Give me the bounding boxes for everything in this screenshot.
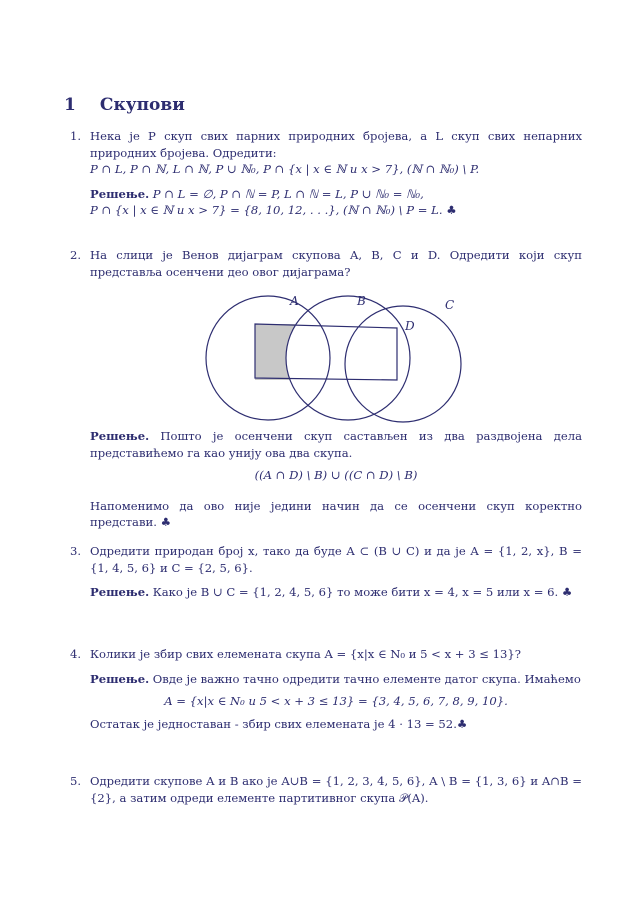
- solution-text: Пошто је осенчени скуп састављен из два раздвојена дела представићемо га као унију ова два скупа.: [90, 429, 583, 460]
- label-b: B: [357, 294, 366, 308]
- problem-number: 2.: [70, 248, 82, 262]
- section-number: 1: [64, 95, 76, 115]
- solution-label: Решење.: [90, 585, 150, 599]
- problem-1: [70, 128, 582, 219]
- problem-text: Одредити природан број x, тако да буде A ⊂ (B ∪ C) и да је A = {1, 2, x}, B = {1, 4, 5, 6} и C = {2, 5, 6}.: [90, 544, 582, 575]
- solution-label: Решење.: [90, 429, 150, 443]
- problem-number: 5.: [70, 774, 82, 788]
- problem-text: Колики је збир свих елемената скупа A = {x|x ∈ N₀ и 5 < x + 3 ≤ 13}?: [90, 647, 522, 661]
- problem-number: 3.: [70, 544, 82, 558]
- solution-note: Остатак је једноставан - збир свих елемената је 4 · 13 = 52.♣: [90, 716, 468, 731]
- problem-text: На слици је Венов дијаграм скупова A, B, C и D. Одредити који скуп представља осенчени део овог дијаграма?: [90, 248, 582, 279]
- section-title: [64, 95, 185, 115]
- solution-text: Како је B ∪ C = {1, 2, 4, 5, 6} то може бити x = 4, x = 5 или x = 6. ♣: [152, 585, 573, 599]
- solution-label: Решење.: [90, 186, 150, 201]
- venn-diagram: [200, 290, 470, 430]
- problem-expression: P ∩ L, P ∩ ℕ, L ∩ ℕ, P ∪ ℕ₀, P ∩ {x | x ∈ ℕ и x > 7}, (ℕ ∩ ℕ₀) \ P.: [90, 162, 480, 176]
- label-a: A: [290, 294, 299, 308]
- solution-formula: A = {x|x ∈ N₀ и 5 < x + 3 ≤ 13} = {3, 4, 5, 6, 7, 8, 9, 10}.: [164, 694, 508, 708]
- label-c: C: [445, 298, 455, 312]
- problem-2: [70, 247, 582, 280]
- label-d: D: [405, 319, 415, 333]
- solution-label: Решење.: [90, 671, 150, 686]
- solution-text: Овде је важно тачно одредити тачно елементе датог скупа. Имаћемо: [152, 671, 581, 686]
- solution-note: Напоменимо да ово није једини начин да се осенчени скуп коректно представи. ♣: [90, 498, 582, 529]
- solution-line: P ∩ L = ∅, P ∩ ℕ = P, L ∩ ℕ = L, P ∪ ℕ₀ = ℕ₀,: [152, 186, 424, 201]
- section-heading: Скупови: [99, 95, 185, 115]
- problem-number: 1.: [70, 129, 82, 143]
- solution: [90, 186, 582, 203]
- problem-5: [70, 773, 582, 806]
- problem-text: Нека је P скуп свих парних природних бројева, а L скуп свих непарних природних бројева. Одредити:: [90, 129, 582, 160]
- solution-formula: ((A ∩ D) \ B) ∪ ((C ∩ D) \ B): [254, 468, 418, 482]
- problem-4: [70, 646, 582, 732]
- solution-line: P ∩ {x | x ∈ ℕ и x > 7} = {8, 10, 12, . . .}, (ℕ ∩ ℕ₀) \ P = L. ♣: [90, 203, 457, 217]
- problem-2-solution: [70, 428, 582, 531]
- problem-number: 4.: [70, 647, 82, 661]
- problem-3: [70, 543, 582, 601]
- problem-text: Одредити скупове A и B ако је A∪B = {1, 2, 3, 4, 5, 6}, A \ B = {1, 3, 6} и A∩B = {2}, а затим одреди елементе партитивног скупа 𝒫(A).: [90, 774, 582, 805]
- b-clear: [286, 296, 410, 420]
